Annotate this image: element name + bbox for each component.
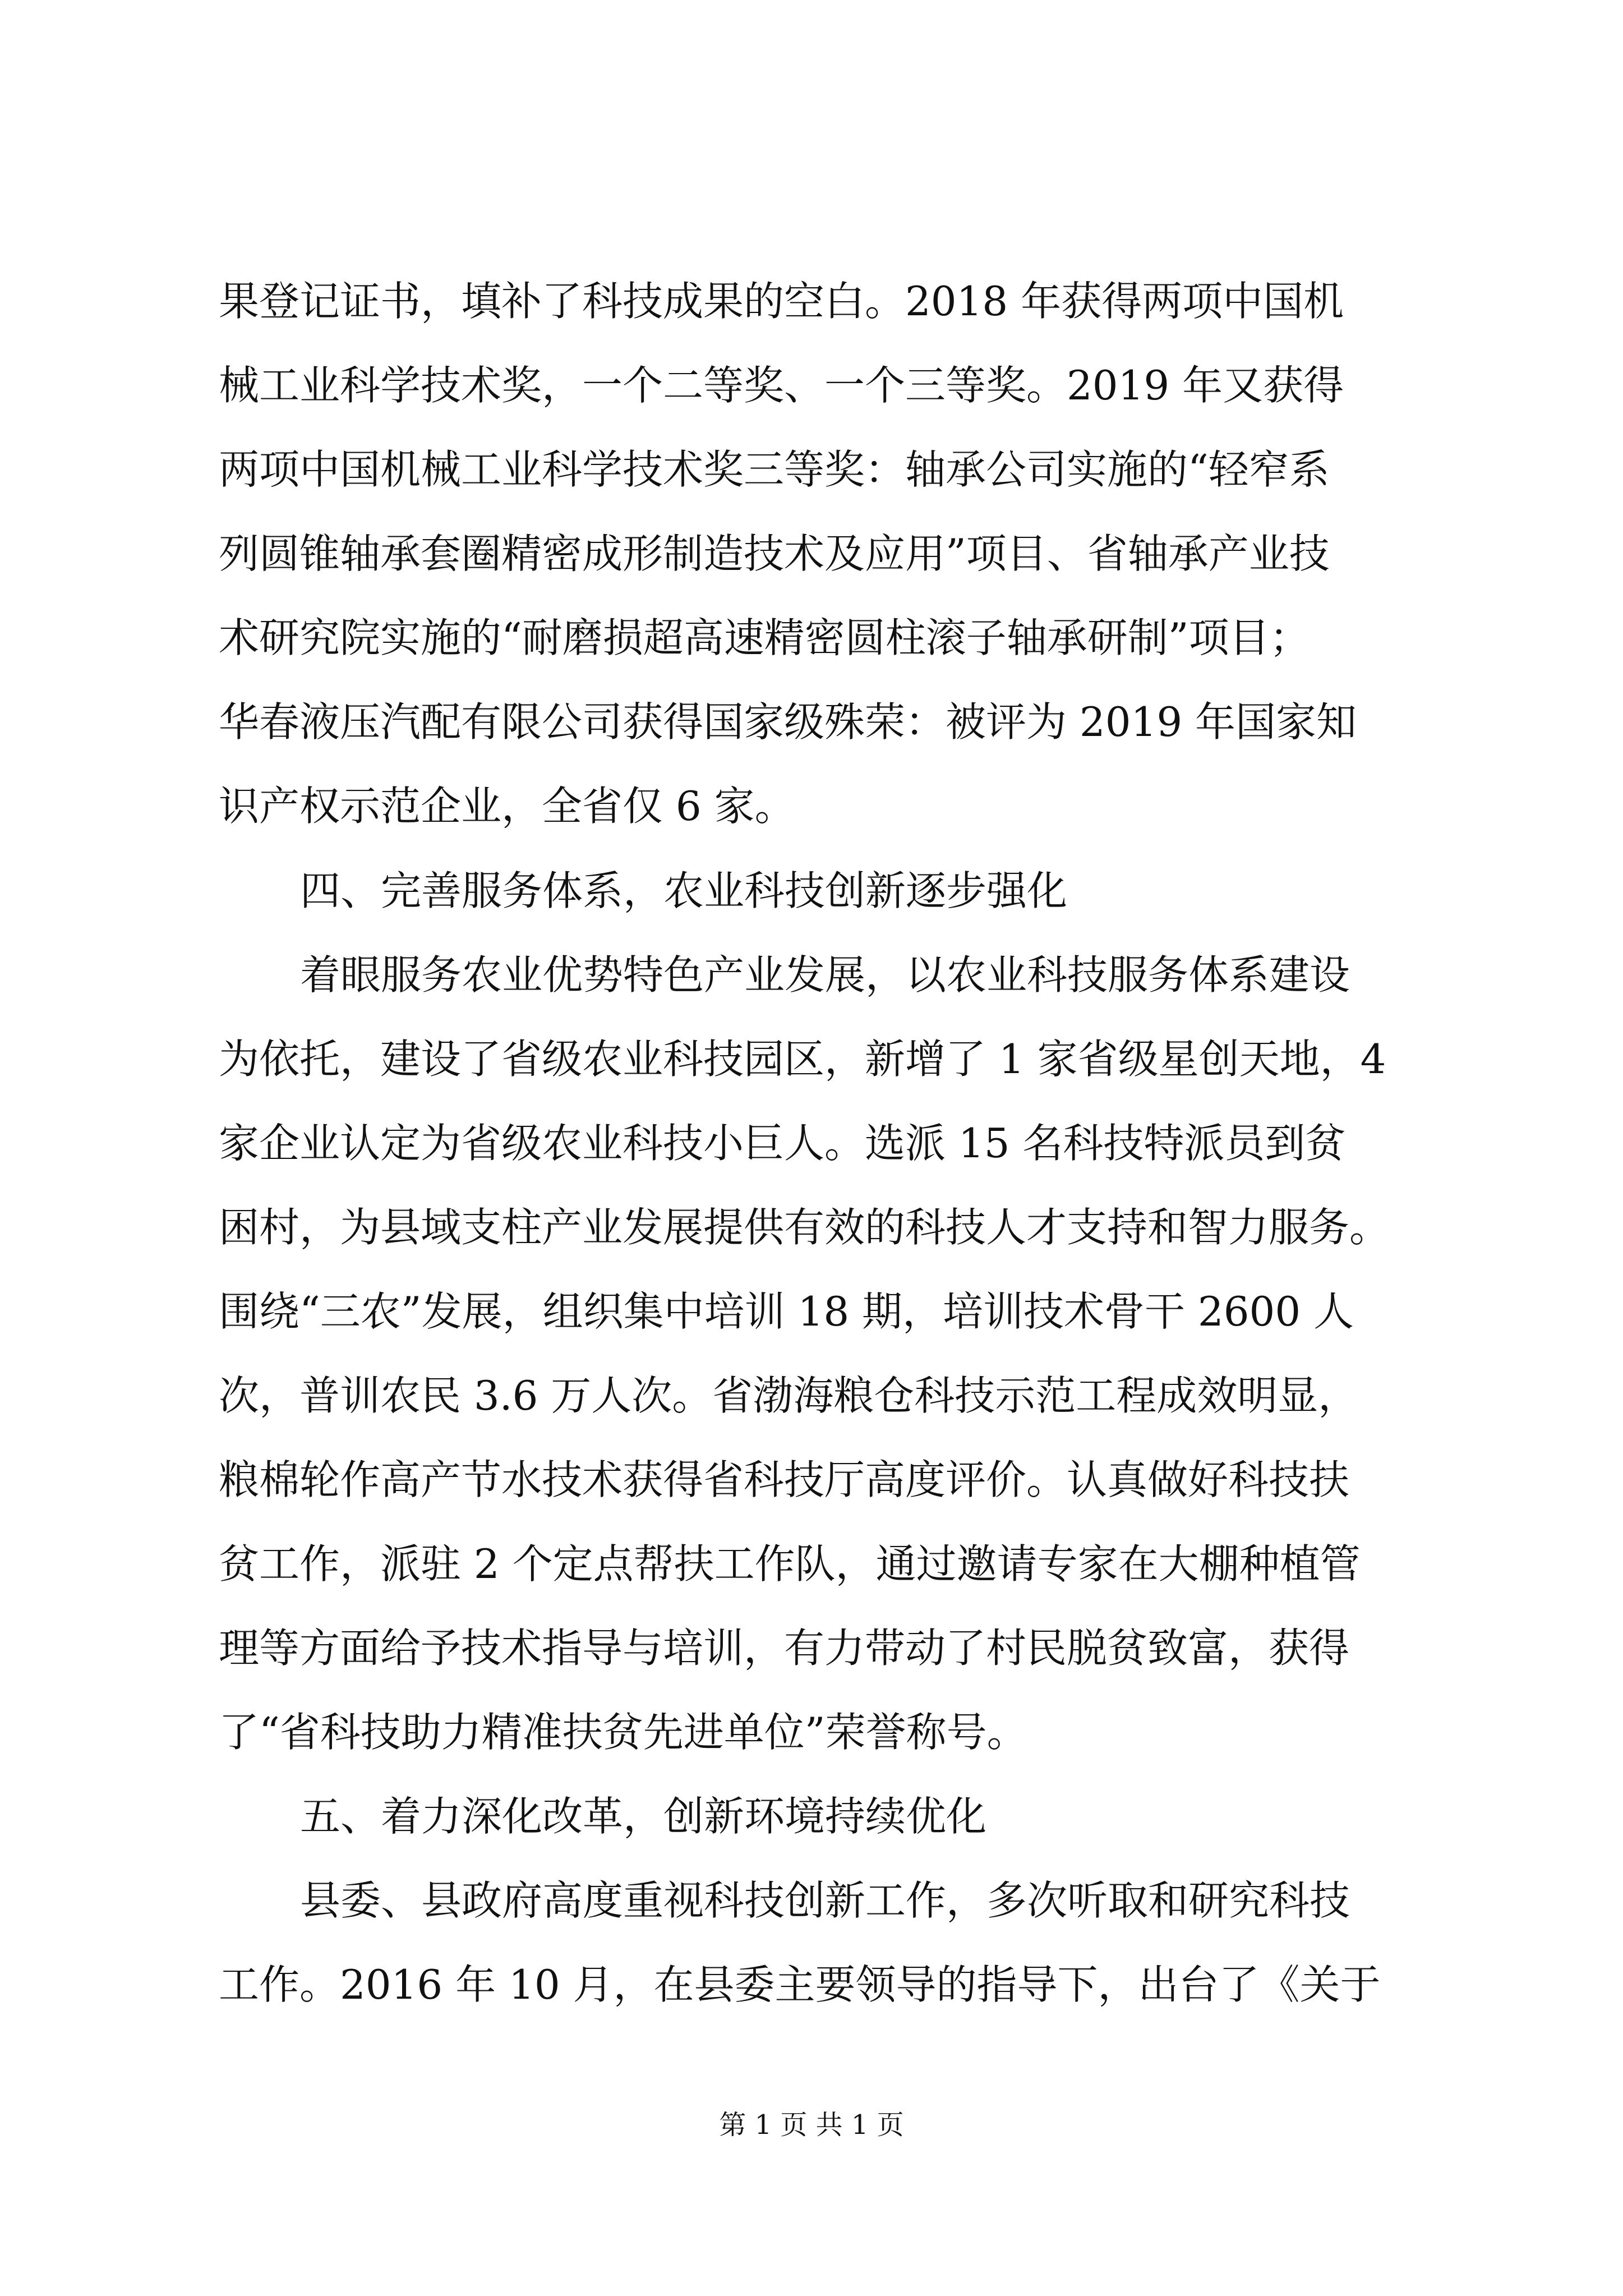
text-line: 识产权示范企业，全省仅 6 家。 bbox=[219, 783, 795, 830]
text-line: 列圆锥轴承套圈精密成形制造技术及应用”项目、省轴承产业技 bbox=[219, 530, 1330, 577]
text-line: 两项中国机械工业科学技术奖三等奖：轴承公司实施的“轻窄系 bbox=[219, 446, 1330, 493]
text-line: 工作。2016 年 10 月，在县委主要领导的指导下，出台了《关于 bbox=[219, 1961, 1381, 2008]
section-heading: 五、着力深化改革，创新环境持续优化 bbox=[300, 1793, 987, 1840]
text-line: 理等方面给予技术指导与培训，有力带动了村民脱贫致富，获得 bbox=[219, 1625, 1350, 1672]
text-line: 着眼服务农业优势特色产业发展，以农业科技服务体系建设 bbox=[300, 951, 1350, 999]
text-line: 械工业科学技术奖，一个二等奖、一个三等奖。2019 年又获得 bbox=[219, 362, 1344, 409]
text-line: 次，普训农民 3.6 万人次。省渤海粮仓科技示范工程成效明显， bbox=[219, 1372, 1359, 1419]
text-line: 家企业认定为省级农业科技小巨人。选派 15 名科技特派员到贫 bbox=[219, 1120, 1346, 1167]
text-line: 粮棉轮作高产节水技术获得省科技厅高度评价。认真做好科技扶 bbox=[219, 1456, 1350, 1503]
page-footer: 第 1 页 共 1 页 bbox=[719, 2109, 904, 2141]
text-line: 了“省科技助力精准扶贫先进单位”荣誉称号。 bbox=[219, 1709, 1027, 1756]
text-line: 为依托，建设了省级农业科技园区，新增了 1 家省级星创天地，4 bbox=[219, 1036, 1386, 1083]
text-line: 果登记证书，填补了科技成果的空白。2018 年获得两项中国机 bbox=[219, 278, 1344, 325]
text-line: 贫工作，派驻 2 个定点帮扶工作队，通过邀请专家在大棚种植管 bbox=[219, 1540, 1361, 1588]
text-line: 县委、县政府高度重视科技创新工作，多次听取和研究科技 bbox=[300, 1877, 1350, 1924]
text-line: 术研究院实施的“耐磨损超高速精密圆柱滚子轴承研制”项目； bbox=[219, 614, 1310, 661]
text-line: 困村，为县域支柱产业发展提供有效的科技人才支持和智力服务。 bbox=[219, 1204, 1390, 1251]
text-line: 围绕“三农”发展，组织集中培训 18 期，培训技术骨干 2600 人 bbox=[219, 1288, 1354, 1335]
section-heading: 四、完善服务体系，农业科技创新逐步强化 bbox=[300, 867, 1068, 914]
text-line: 华春液压汽配有限公司获得国家级殊荣：被评为 2019 年国家知 bbox=[219, 698, 1357, 746]
